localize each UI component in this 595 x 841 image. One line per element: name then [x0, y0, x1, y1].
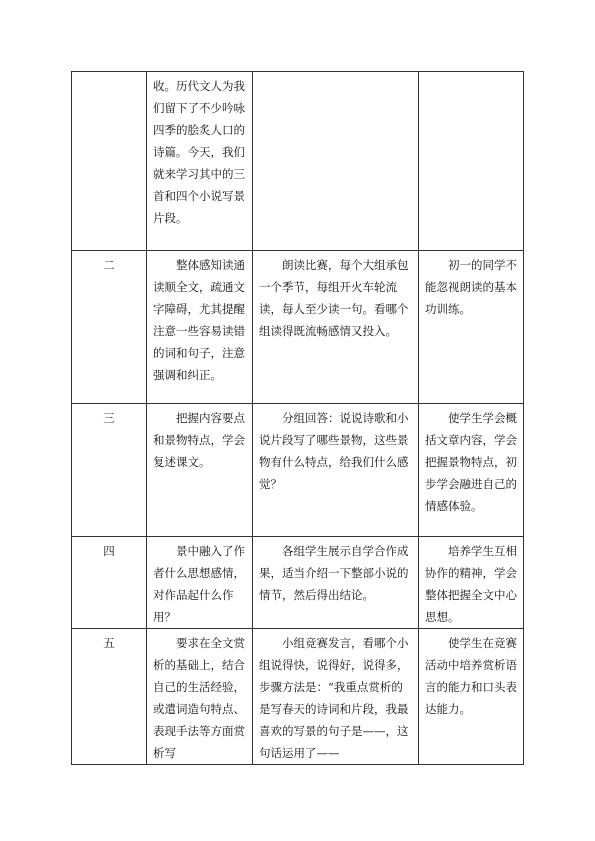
activity-cell — [253, 404, 419, 537]
content-text: 要求在全文赏析的基础上，结合自己的生活经验，或遣词造句特点、表现手法等方面赏析写 — [153, 636, 245, 760]
purpose-text — [419, 72, 523, 75]
step-cell — [72, 629, 147, 765]
step-cell — [72, 251, 147, 404]
content-text: 景中融入了作者什么思想感情，对作品起什么作用？ — [153, 544, 245, 624]
purpose-cell — [419, 629, 524, 765]
step-number: 四 — [103, 544, 115, 558]
purpose-cell — [419, 537, 524, 629]
table-row — [72, 537, 524, 629]
step-number: 三 — [103, 411, 115, 425]
activity-cell — [253, 251, 419, 404]
activity-text — [253, 72, 418, 75]
content-text: 收。历代文人为我们留下了不少吟咏四季的脍炙人口的诗篇。今天，我们就来学习其中的三首和四个小说写景片段。 — [153, 79, 245, 225]
content-cell — [147, 251, 253, 404]
table-row — [72, 404, 524, 537]
table-row — [72, 72, 524, 251]
purpose-cell — [419, 251, 524, 404]
activity-cell — [253, 629, 419, 765]
purpose-text: 使学生在竞赛活动中培养赏析语言的能力和口头表达能力。 — [425, 636, 517, 716]
activity-text: 各组学生展示自学合作成果，适当介绍一下整部小说的情节，然后得出结论。 — [259, 544, 409, 602]
lesson-plan-table — [71, 71, 524, 765]
step-cell — [72, 72, 147, 251]
purpose-text: 培养学生互相协作的精神，学会整体把握全文中心思想。 — [425, 544, 517, 624]
purpose-text: 使学生学会概括文章内容，学会把握景物特点，初步学会融进自己的情感体验。 — [425, 411, 517, 513]
table-row — [72, 251, 524, 404]
step-number: 五 — [103, 636, 115, 650]
purpose-cell — [419, 72, 524, 251]
content-text: 整体感知读通读顺全文，疏通文字障碍，尤其提醒注意一些容易读错的词和句子，注意强调和纠正。 — [153, 258, 245, 382]
activity-text: 分组回答：说说诗歌和小说片段写了哪些景物，这些景物有什么特点，给我们什么感觉？ — [259, 411, 409, 491]
content-cell — [147, 404, 253, 537]
content-text: 把握内容要点和景物特点，学会复述课文。 — [153, 411, 245, 469]
table-row — [72, 629, 524, 765]
activity-cell — [253, 537, 419, 629]
content-cell — [147, 537, 253, 629]
step-cell — [72, 404, 147, 537]
step-number — [72, 72, 146, 75]
purpose-text: 初一的同学不能忽视朗读的基本功训练。 — [425, 258, 517, 316]
activity-cell — [253, 72, 419, 251]
activity-text: 朗读比赛，每个大组承包一个季节，每组开火车轮流读，每人至少读一句。看哪个组读得既流畅感情又投入。 — [259, 258, 409, 338]
step-cell — [72, 537, 147, 629]
purpose-cell — [419, 404, 524, 537]
activity-text: 小组竞赛发言，看哪个小组说得快，说得好，说得多，步骤方法是：“我重点赏析的是写春天的诗词和片段，我最喜欢的写景的句子是——，这句话运用了—— — [259, 636, 409, 760]
content-cell — [147, 629, 253, 765]
content-cell — [147, 72, 253, 251]
step-number: 二 — [103, 258, 115, 272]
